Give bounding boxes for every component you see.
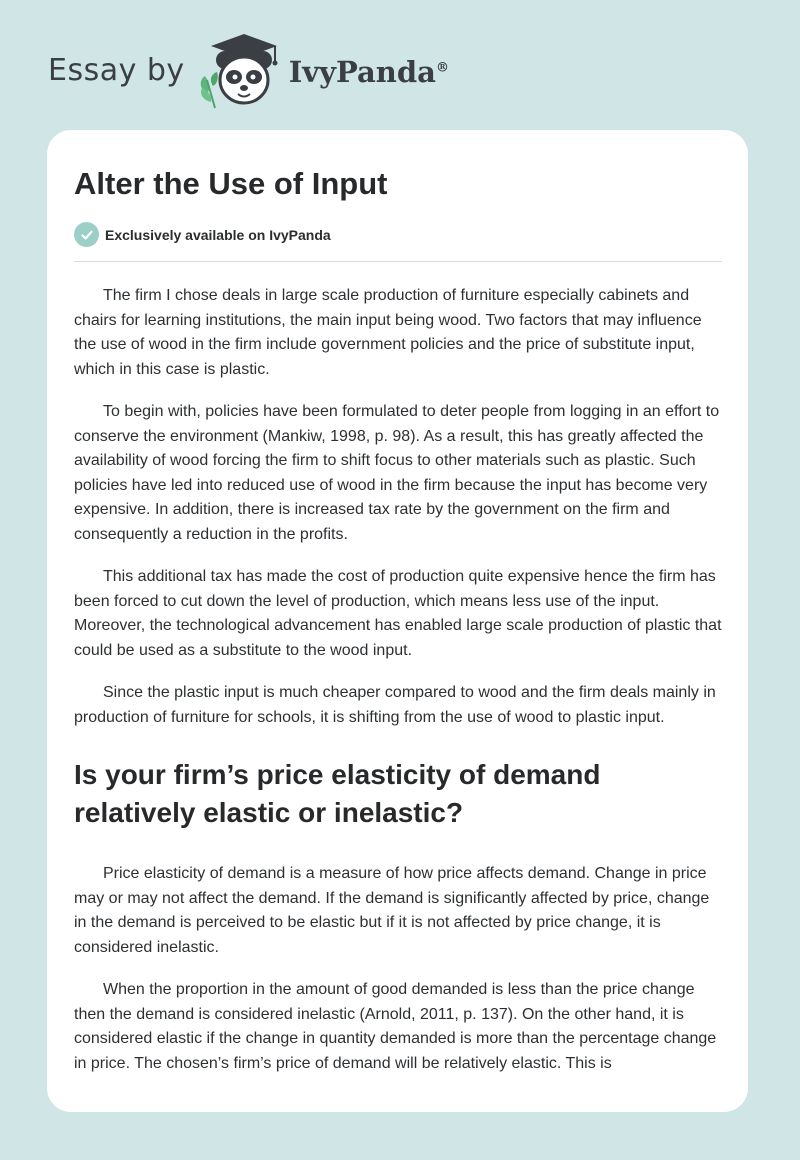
exclusive-badge <box>74 222 722 247</box>
brand-prefix: Essay by <box>48 52 185 88</box>
paragraph: The firm I chose deals in large scale production of furniture especially cabinets and chairs for learning institutions, the main input being wood. Two factors that may influence the use of wood in the firm include government policies and the price of substitute input, which in this case is plastic. <box>74 287 702 378</box>
section-heading: Is your firm’s price elasticity of demand relatively elastic or inelastic? <box>74 759 601 828</box>
essay-card <box>47 130 748 1112</box>
paragraph: Price elasticity of demand is a measure of how price affects demand. Change in price may or may not affect the demand. If the demand is significantly affected by price, change in the demand is perceived to be elastic but if it is not affected by price change, it is considered inelastic. <box>74 865 710 956</box>
panda-mascot-icon <box>193 30 285 110</box>
paragraph: When the proportion in the amount of good demanded is less than the price change then the demand is considered inelastic (Arnold, 2011, p. 137). On the other hand, it is considered elastic if the change in quantity demanded is more than the percentage change in price. The chosen’s firm’s price of demand will be relatively elastic. This is <box>74 981 717 1072</box>
essay-by-ivypanda-logo[interactable] <box>48 30 449 110</box>
divider <box>74 261 722 262</box>
paragraph: This additional tax has made the cost of production quite expensive hence the firm has been forced to cut down the level of production, which means less use of the input. Moreover, the technological advancement has enabled large scale production of plastic that could be used as a substitute to the wood input. <box>74 568 722 659</box>
brand-name: IvyPanda® <box>288 55 449 89</box>
page-title: Alter the Use of Input <box>74 166 388 201</box>
check-circle-icon <box>74 222 99 247</box>
exclusive-label: Exclusively available on IvyPanda <box>105 226 331 243</box>
registered-mark: ® <box>435 60 449 76</box>
paragraph: Since the plastic input is much cheaper compared to wood and the firm deals mainly in production of furniture for schools, it is shifting from the use of wood to plastic input. <box>74 684 716 726</box>
paragraph: To begin with, policies have been formulated to deter people from logging in an effort to conserve the environment (Mankiw, 1998, p. 98). As a result, this has greatly affected the availability of wood forcing the firm to shift focus to other materials such as plastic. Such policies have led into reduced use of wood in the firm because the input has become very expensive. In addition, there is increased tax rate by the government on the firm and consequently a reduction in the profits. <box>74 403 720 543</box>
